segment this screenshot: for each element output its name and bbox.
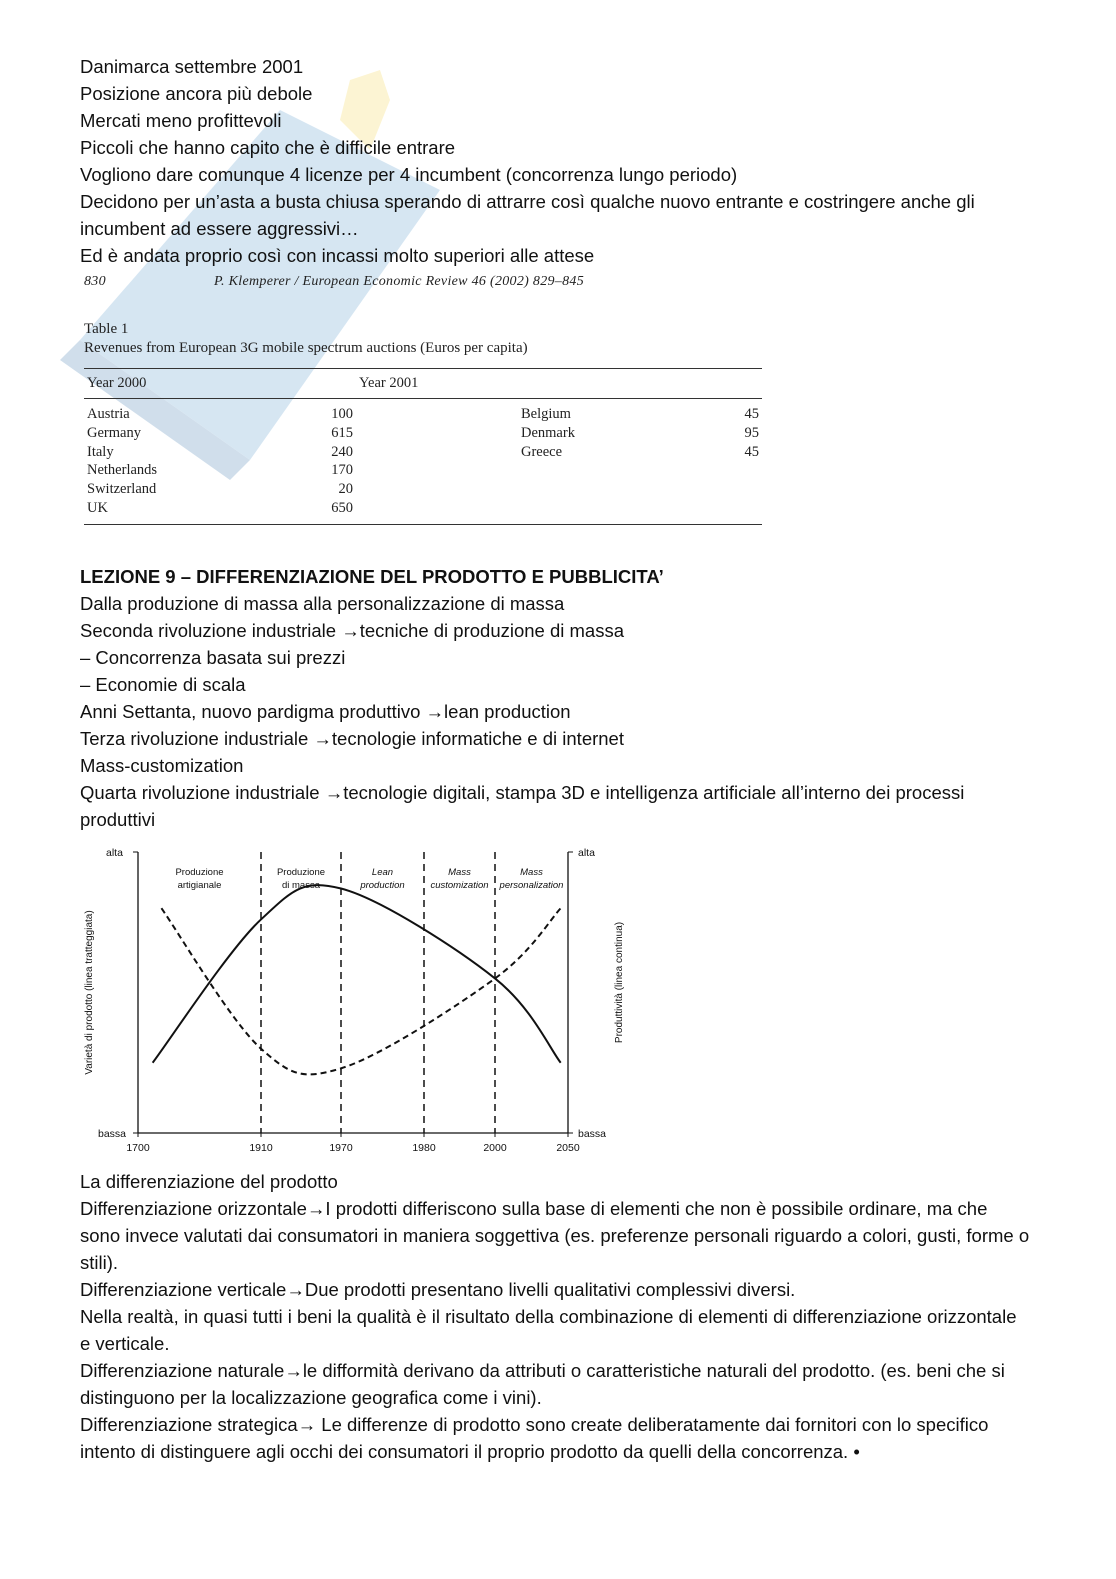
note-line: Differenziazione orizzontale→I prodotti differiscono sulla base di elementi che non è possibile ordinare, ma che sono invece valutati dai consumatori in maniera soggettiva (es. preferenze personali riguardo a colori, gusti, forme o stili). (80, 1198, 1030, 1273)
note-line: Danimarca settembre 2001 (80, 56, 304, 77)
value-cell: 95 (744, 424, 759, 441)
right-axis-title: Produttività (linea continua) (614, 921, 625, 1044)
intro-notes (80, 53, 1030, 269)
lesson-line: – Economie di scala (80, 674, 246, 695)
note-line: Differenziazione naturale→le difformità derivano da attributi o caratteristiche naturali del prodotto. (es. beni che si distinguono per la localizzazione geografica come i vini). (80, 1360, 1005, 1408)
revenues-table (84, 368, 762, 525)
lesson-line: Dalla produzione di massa alla personalizzazione di massa (80, 593, 565, 614)
value-cell (728, 499, 762, 524)
note-line: Ed è andata proprio così con incassi molto superiori alle attese (80, 245, 595, 266)
country-cell: Germany (87, 424, 141, 441)
lesson-section (80, 563, 1030, 833)
running-head-title: P. Klemperer / European Economic Review 46 (2002) 829–845 (214, 274, 585, 289)
table-caption-block (84, 320, 764, 358)
country-cell: Greece (521, 443, 563, 460)
col-header-2001: Year 2001 (356, 369, 762, 399)
country-cell (356, 499, 728, 524)
phase-label: di massa (281, 880, 321, 891)
left-axis-top-label: alta (106, 847, 123, 859)
value-cell: 650 (331, 499, 353, 516)
note-line: Piccoli che hanno capito che è difficile entrare (80, 137, 456, 158)
phase-label: Produzione (276, 867, 326, 878)
lesson-heading: LEZIONE 9 – DIFFERENZIAZIONE DEL PRODOTTO E PUBBLICITA’ (80, 566, 664, 587)
x-tick-label: 1970 (329, 1142, 353, 1154)
value-cell: 45 (744, 406, 759, 422)
right-axis-bottom-label: bassa (578, 1128, 607, 1140)
note-line: Vogliono dare comunque 4 licenze per 4 incumbent (concorrenza lungo periodo) (80, 164, 738, 185)
phase-label: Mass (448, 867, 471, 878)
note-line: Mercati meno profittevoli (80, 110, 282, 131)
note-line: Differenziazione strategica→ Le differenze di prodotto sono create deliberatamente dai fornitori con lo specifico intento di distinguere agli occhi dei consumatori il proprio prodotto da quelli della concorrenza. • (80, 1414, 989, 1462)
table-row (84, 443, 762, 462)
phase-label: Lean (371, 867, 394, 878)
phase-label: production (360, 880, 405, 891)
note-line: Differenziazione verticale→Due prodotti presentano livelli qualitativi complessivi diversi. (80, 1279, 796, 1300)
country-cell: Denmark (521, 424, 575, 441)
table-label: Table 1 (84, 321, 129, 337)
lesson-line: Seconda rivoluzione industriale →tecniche di produzione di massa (80, 620, 625, 641)
table-row (84, 480, 762, 499)
value-cell: 170 (331, 462, 353, 479)
note-line: Nella realtà, in quasi tutti i beni la qualità è il risultato della combinazione di elementi di differenziazione orizzontale e verticale. (80, 1306, 1017, 1354)
table-row (84, 499, 762, 524)
phase-label: Mass (520, 867, 543, 878)
lesson-line: Quarta rivoluzione industriale →tecnologie digitali, stampa 3D e intelligenza artificiale all’interno dei processi produttivi (80, 782, 965, 830)
table-caption: Revenues from European 3G mobile spectrum auctions (Euros per capita) (84, 340, 528, 356)
country-cell: Belgium (521, 406, 571, 422)
note-line: Posizione ancora più debole (80, 83, 313, 104)
product-variety-curve (161, 908, 560, 1074)
lesson-line: – Concorrenza basata sui prezzi (80, 647, 346, 668)
value-cell (728, 461, 762, 480)
left-axis-bottom-label: bassa (98, 1128, 127, 1140)
country-cell: Italy (87, 443, 114, 460)
country-cell (356, 480, 728, 499)
x-tick-label: 1910 (249, 1142, 273, 1154)
scanned-table-excerpt (84, 274, 764, 525)
note-line: Decidono per un’asta a busta chiusa sperando di attrarre così qualche nuovo entrante e costringere anche gli incumbent ad essere aggressivi… (80, 191, 975, 239)
page-number: 830 (84, 274, 106, 289)
table-row (84, 424, 762, 443)
x-tick-label: 2050 (556, 1142, 580, 1154)
x-tick-label: 2000 (483, 1142, 507, 1154)
table-row (84, 399, 762, 424)
lesson-line: Terza rivoluzione industriale →tecnologie informatiche e di internet (80, 728, 624, 749)
country-cell: Switzerland (87, 481, 157, 498)
phase-label: personalization (499, 880, 564, 891)
col-header-2000: Year 2000 (84, 369, 356, 399)
lesson-line: Anni Settanta, nuovo pardigma produttivo →lean production (80, 701, 571, 722)
table-row (84, 461, 762, 480)
production-paradigm-chart (78, 840, 628, 1170)
phase-label: Produzione (175, 867, 224, 878)
phase-label: customization (430, 880, 489, 891)
value-cell (728, 480, 762, 499)
value-cell: 100 (331, 406, 353, 422)
country-cell: Netherlands (87, 462, 158, 479)
value-cell: 45 (744, 443, 759, 460)
phase-label: artigianale (177, 880, 222, 891)
running-header (84, 274, 764, 296)
value-cell: 20 (338, 481, 353, 498)
value-cell: 615 (331, 424, 353, 441)
value-cell: 240 (331, 443, 353, 460)
note-line: La differenziazione del prodotto (80, 1171, 338, 1192)
country-cell: Austria (87, 406, 130, 422)
lesson-line: Mass-customization (80, 755, 244, 776)
x-tick-label: 1700 (126, 1142, 150, 1154)
country-cell: UK (87, 499, 108, 516)
x-tick-label: 1980 (412, 1142, 436, 1154)
differentiation-notes (80, 1168, 1030, 1465)
country-cell (356, 461, 728, 480)
right-axis-top-label: alta (578, 847, 595, 859)
left-axis-title: Varietà di prodotto (linea tratteggiata) (84, 910, 95, 1075)
